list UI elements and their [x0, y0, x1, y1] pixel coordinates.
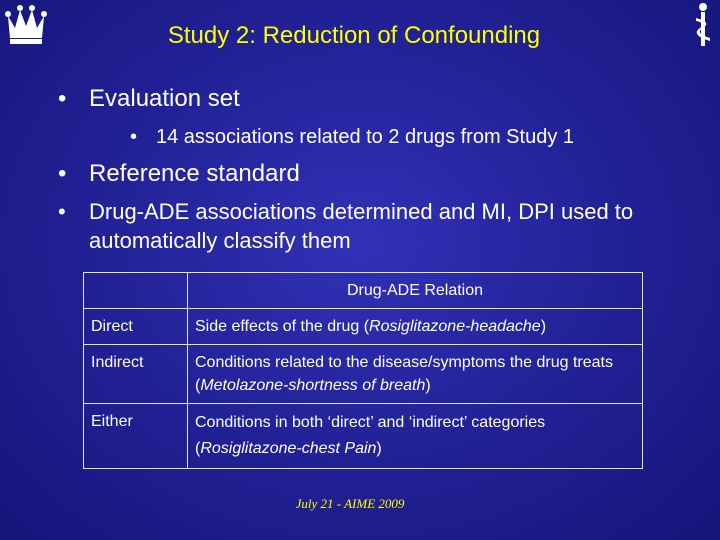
example-text: Metolazone-shortness of breath [200, 377, 426, 394]
description-text: Side effects of the drug ( [195, 318, 370, 335]
sub-bullet-dot: • [130, 126, 138, 148]
relation-description-cell [188, 345, 643, 404]
bullet-dot: • [58, 199, 66, 224]
relation-type-cell: Either [84, 404, 188, 469]
description-close: ) [540, 318, 547, 335]
slide-footer: July 21 - AIME 2009 [295, 496, 405, 511]
description-text: Conditions in both ‘direct’ and ‘indirect’ categories ( [195, 414, 546, 457]
bullet-text: Reference standard [89, 160, 300, 187]
table-row [84, 309, 643, 345]
sub-bullet-associations [130, 126, 710, 149]
sub-bullet-text: 14 associations related to 2 drugs from Study 1 [156, 126, 575, 148]
example-text: Rosiglitazone-headache [369, 318, 541, 335]
bullet-text: Evaluation set [89, 85, 240, 112]
bullet-drug-ade-associations [58, 197, 698, 255]
description-close: ) [376, 440, 382, 457]
bullet-dot: • [58, 85, 67, 112]
table-row [84, 345, 643, 404]
header-cell: Drug-ADE Relation [188, 273, 643, 309]
slide-title: Study 2: Reduction of Confounding [167, 22, 541, 49]
relation-table [83, 272, 643, 469]
bullet-reference-standard [58, 159, 698, 188]
bullet-text: Drug-ADE associations determined and MI, DPI used to automatically classify them [89, 199, 634, 253]
description-text: Conditions related to the disease/symptoms the drug treats ( [195, 354, 613, 394]
relation-type-cell: Indirect [84, 345, 188, 404]
relation-description-cell [188, 309, 643, 345]
bullet-dot: • [58, 160, 67, 187]
example-text: Rosiglitazone-chest Pain [200, 440, 377, 457]
relation-description-cell [188, 404, 643, 469]
table-row [84, 404, 643, 469]
relation-type-cell: Direct [84, 309, 188, 345]
description-close: ) [425, 377, 431, 394]
bullet-evaluation-set [58, 84, 698, 113]
table-header-row [84, 273, 643, 309]
header-empty-cell [84, 273, 188, 309]
